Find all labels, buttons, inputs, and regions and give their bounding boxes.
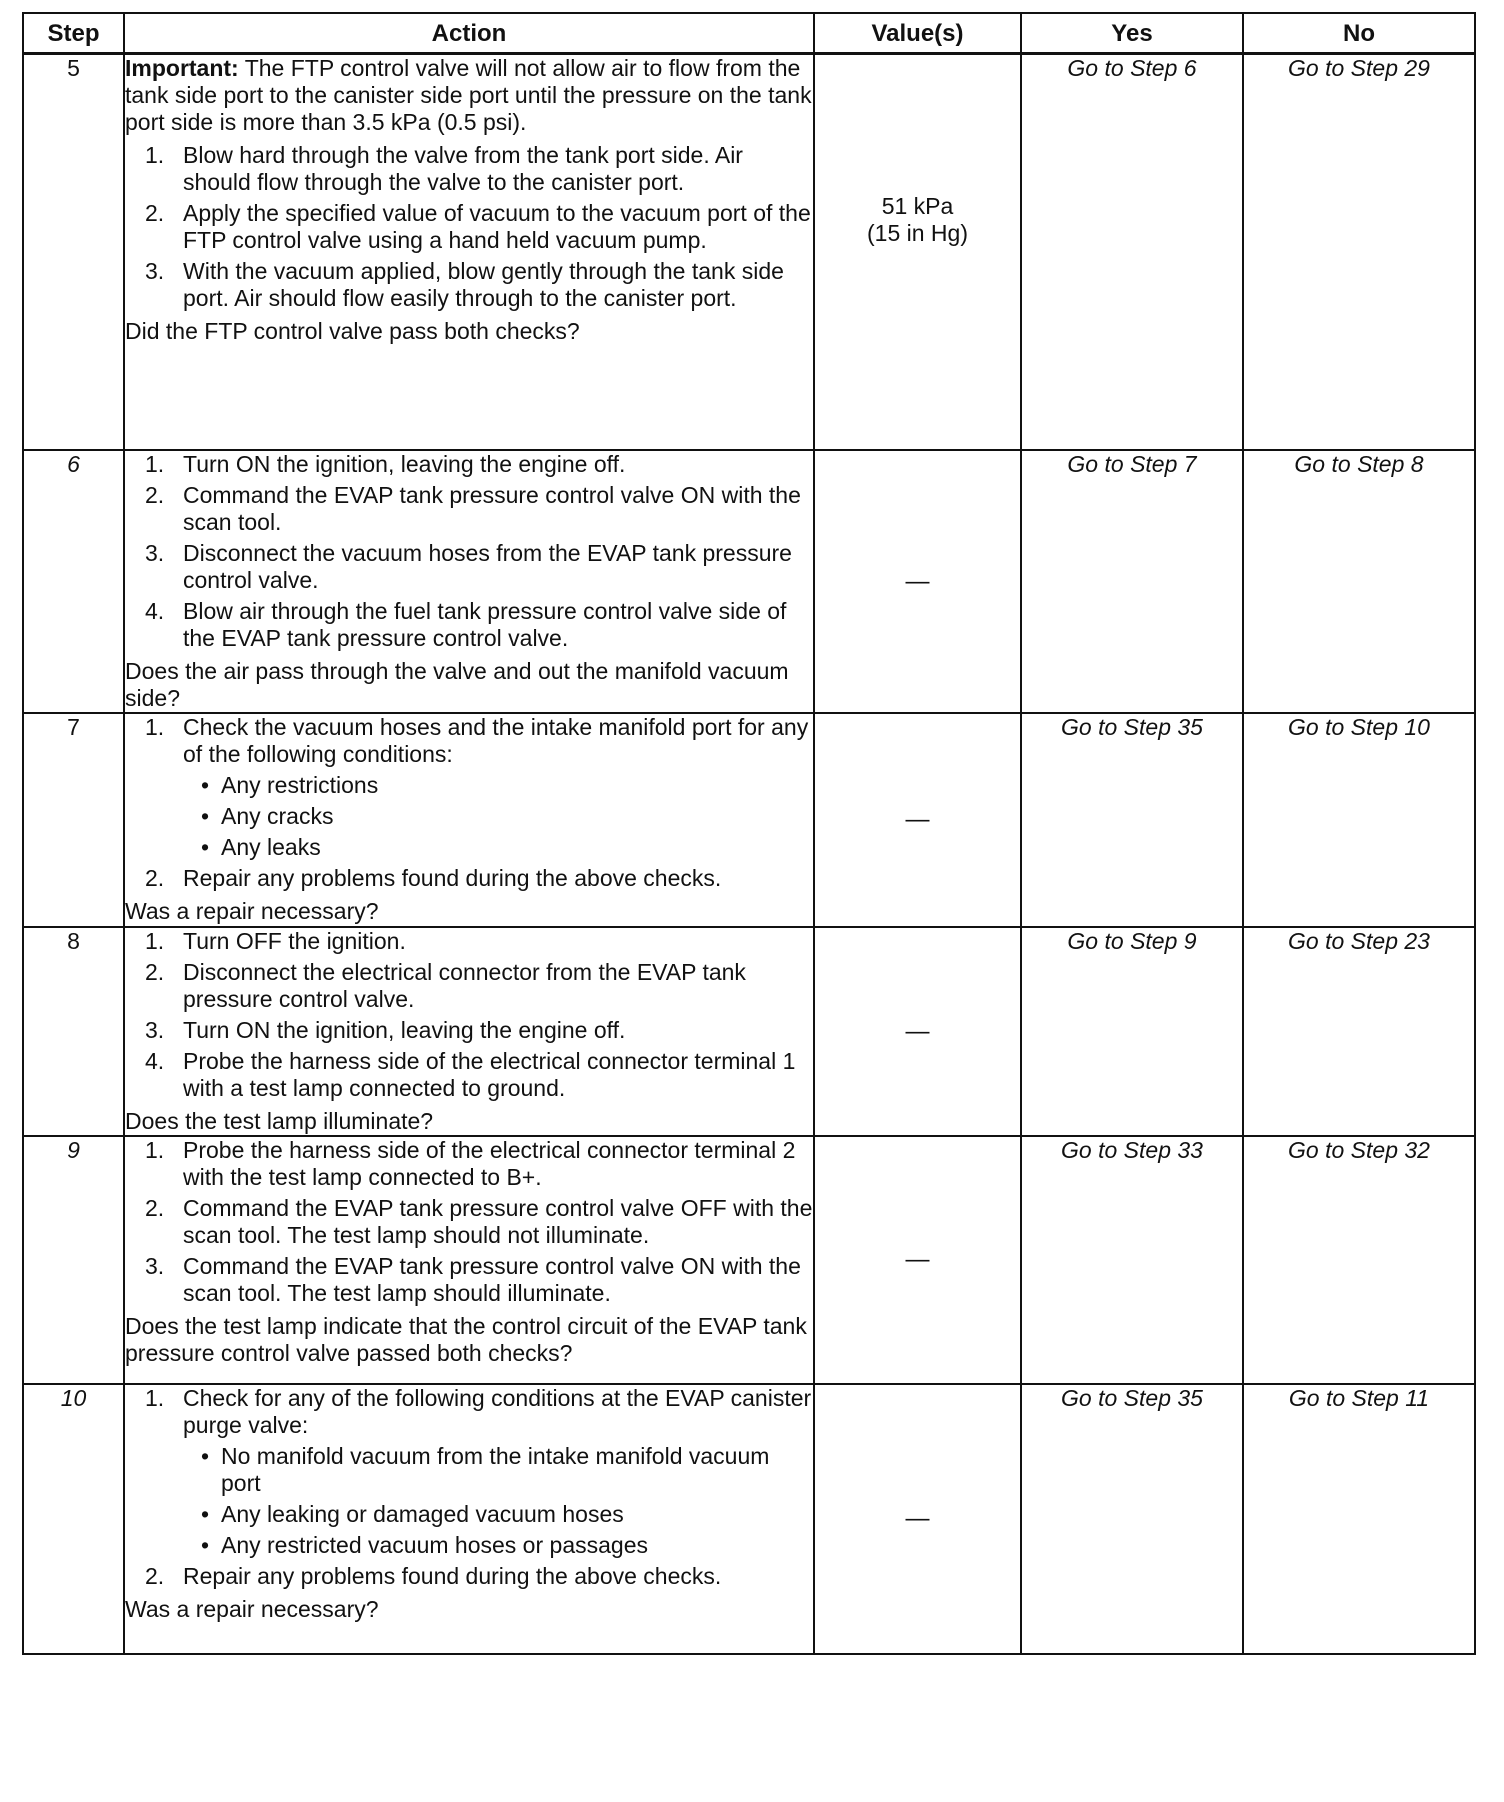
header-yes: Yes (1021, 13, 1243, 54)
bullet-item (183, 803, 813, 830)
question: Did the FTP control valve pass both checks? (125, 318, 580, 344)
item-number: 3. (145, 1252, 165, 1279)
item-number: 4. (145, 597, 165, 624)
bullet-dot: • (201, 833, 210, 860)
bullet-item (183, 834, 813, 861)
question: Was a repair necessary? (125, 1595, 379, 1622)
bullet-dot: • (201, 771, 210, 798)
item-text: Check for any of the following conditions at the EVAP canister purge valve: (183, 1384, 812, 1438)
item-text: Command the EVAP tank pressure control valve OFF with the scan tool. The test lamp should not illuminate. (183, 1194, 813, 1248)
item-text: Turn OFF the ignition. (183, 927, 406, 954)
important-label: Important: (125, 55, 239, 81)
value-cell (814, 1136, 1021, 1384)
header-values: Value(s) (814, 13, 1021, 54)
item-text: Command the EVAP tank pressure control valve ON with the scan tool. The test lamp should illuminate. (183, 1252, 801, 1306)
list-item (125, 865, 813, 892)
list-item (125, 258, 813, 312)
item-number: 1. (145, 1384, 165, 1411)
list-item (125, 1563, 813, 1590)
bullet-text: Any cracks (221, 802, 334, 829)
value-cell (814, 713, 1021, 927)
list-item (125, 540, 813, 594)
item-text: Command the EVAP tank pressure control valve ON with the scan tool. (183, 481, 801, 535)
item-text: With the vacuum applied, blow gently through the tank side port. Air should flow easily through to the canister port. (183, 258, 784, 311)
item-text: Disconnect the electrical connector from the EVAP tank pressure control valve. (183, 958, 746, 1012)
item-text: Turn ON the ignition, leaving the engine off. (183, 450, 626, 477)
important-note (125, 55, 813, 136)
value-cell (814, 450, 1021, 713)
list-item (125, 714, 813, 861)
value-cell (814, 927, 1021, 1136)
action-cell (124, 713, 814, 927)
step-number-text: 8 (67, 927, 80, 954)
question: Was a repair necessary? (125, 897, 379, 924)
action-cell (124, 1136, 814, 1384)
item-number: 2. (145, 1194, 165, 1221)
yes-cell: Go to Step 35 (1021, 1384, 1243, 1654)
list-item (125, 1385, 813, 1559)
step-number-text: 9 (67, 1136, 80, 1163)
no-cell: Go to Step 11 (1243, 1384, 1475, 1654)
step-number-text: 5 (67, 55, 80, 81)
list-item (125, 451, 813, 478)
item-text: Disconnect the vacuum hoses from the EVAP tank pressure control valve. (183, 539, 792, 593)
bullet-dot: • (201, 1442, 210, 1469)
item-number: 2. (145, 864, 165, 891)
item-number: 3. (145, 539, 165, 566)
action-steps (125, 714, 813, 892)
item-number: 2. (145, 200, 165, 226)
value-cell (814, 54, 1021, 450)
step-number-text: 10 (60, 1384, 87, 1411)
item-text: Check the vacuum hoses and the intake manifold port for any of the following conditions: (183, 713, 809, 767)
step-number (23, 1136, 124, 1384)
step-number (23, 1384, 124, 1654)
no-cell: Go to Step 8 (1243, 450, 1475, 713)
bullet-dot: • (201, 802, 210, 829)
item-number: 3. (145, 1016, 165, 1043)
header-step: Step (23, 13, 124, 54)
bullet-item (183, 1501, 813, 1528)
table-row (23, 54, 1475, 450)
item-number: 1. (145, 1136, 165, 1163)
item-number: 1. (145, 450, 165, 477)
bullet-dot: • (201, 1500, 210, 1527)
yes-cell: Go to Step 33 (1021, 1136, 1243, 1384)
no-cell: Go to Step 23 (1243, 927, 1475, 1136)
action-cell (124, 1384, 814, 1654)
yes-cell: Go to Step 6 (1021, 54, 1243, 450)
action-cell (124, 54, 814, 450)
value-cell (814, 1384, 1021, 1654)
bullet-text: Any leaking or damaged vacuum hoses (221, 1500, 624, 1527)
item-text: Blow hard through the valve from the tank port side. Air should flow through the valve to the canister port. (183, 142, 743, 195)
item-text: Probe the harness side of the electrical connector terminal 2 with the test lamp connected to B+. (183, 1136, 796, 1190)
header-action: Action (124, 13, 814, 54)
list-item (125, 200, 813, 254)
diagnostic-table (22, 12, 1476, 1655)
value-dash: — (905, 806, 930, 833)
value-line-1: 51 kPa (881, 193, 954, 219)
item-text: Probe the harness side of the electrical connector terminal 1 with a test lamp connected to ground. (183, 1047, 796, 1101)
important-text: The FTP control valve will not allow air to flow from the tank side port to the canister side port until the pressure on the tank port side is more than 3.5 kPa (0.5 psi). (125, 55, 812, 135)
item-number: 4. (145, 1047, 165, 1074)
no-cell: Go to Step 10 (1243, 713, 1475, 927)
item-number: 2. (145, 481, 165, 508)
action-steps (125, 1137, 813, 1307)
no-cell: Go to Step 29 (1243, 54, 1475, 450)
value-dash: — (905, 567, 930, 595)
item-text: Apply the specified value of vacuum to the vacuum port of the FTP control valve using a hand held vacuum pump. (183, 200, 811, 253)
condition-bullets (183, 1443, 813, 1559)
bullet-item (183, 1532, 813, 1559)
no-cell: Go to Step 32 (1243, 1136, 1475, 1384)
step-number-text: 6 (67, 450, 80, 477)
list-item (125, 959, 813, 1013)
table-row (23, 713, 1475, 927)
bullet-text: Any restricted vacuum hoses or passages (221, 1531, 648, 1558)
step-number (23, 54, 124, 450)
header-no: No (1243, 13, 1475, 54)
list-item (125, 598, 813, 652)
item-number: 2. (145, 1562, 165, 1589)
step-number (23, 927, 124, 1136)
item-number: 1. (145, 713, 165, 740)
table-row (23, 450, 1475, 713)
bullet-text: Any leaks (221, 833, 321, 860)
bullet-item (183, 772, 813, 799)
table-row (23, 1384, 1475, 1654)
value-dash: — (905, 1017, 930, 1045)
bullet-dot: • (201, 1531, 210, 1558)
item-text: Repair any problems found during the above checks. (183, 864, 722, 891)
header-row (23, 13, 1475, 54)
action-cell (124, 450, 814, 713)
action-steps (125, 1385, 813, 1590)
item-number: 2. (145, 958, 165, 985)
table-row (23, 1136, 1475, 1384)
value-line-2: (15 in Hg) (867, 220, 968, 246)
condition-bullets (183, 772, 813, 861)
list-item (125, 1253, 813, 1307)
step-number (23, 450, 124, 713)
list-item (125, 1195, 813, 1249)
value-dash: — (905, 1505, 930, 1532)
bullet-text: No manifold vacuum from the intake manifold vacuum port (221, 1442, 770, 1496)
action-steps (125, 928, 813, 1102)
bullet-text: Any restrictions (221, 771, 379, 798)
step-number-text: 7 (67, 713, 80, 740)
item-number: 3. (145, 258, 165, 284)
item-number: 1. (145, 927, 165, 954)
yes-cell: Go to Step 9 (1021, 927, 1243, 1136)
item-number: 1. (145, 142, 165, 168)
value-dash: — (905, 1246, 930, 1273)
action-steps (125, 142, 813, 312)
list-item (125, 142, 813, 196)
list-item (125, 1017, 813, 1044)
item-text: Blow air through the fuel tank pressure control valve side of the EVAP tank pressure control valve. (183, 597, 787, 651)
question: Does the test lamp indicate that the control circuit of the EVAP tank pressure control valve passed both checks? (125, 1312, 807, 1366)
question: Does the air pass through the valve and out the manifold vacuum side? (125, 657, 789, 711)
yes-cell: Go to Step 35 (1021, 713, 1243, 927)
list-item (125, 1048, 813, 1102)
yes-cell: Go to Step 7 (1021, 450, 1243, 713)
bullet-item (183, 1443, 813, 1497)
list-item (125, 1137, 813, 1191)
item-text: Turn ON the ignition, leaving the engine off. (183, 1016, 626, 1043)
list-item (125, 482, 813, 536)
list-item (125, 928, 813, 955)
step-number (23, 713, 124, 927)
question: Does the test lamp illuminate? (125, 1107, 434, 1134)
table-row (23, 927, 1475, 1136)
action-cell (124, 927, 814, 1136)
item-text: Repair any problems found during the above checks. (183, 1562, 722, 1589)
action-steps (125, 451, 813, 652)
